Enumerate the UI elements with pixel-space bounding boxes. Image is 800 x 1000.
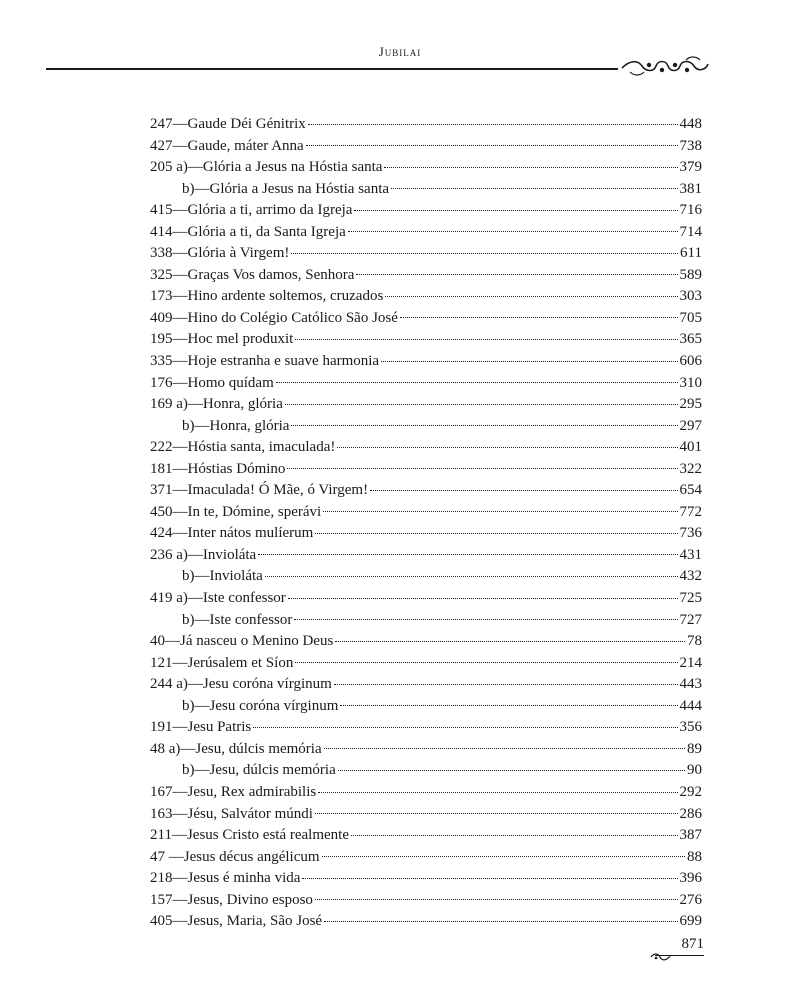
index-entry [150, 480, 702, 502]
dot-leader [384, 167, 677, 168]
dot-leader [370, 490, 677, 491]
index-entry [150, 890, 702, 912]
entry-title: 167—Jesu, Rex admirabilis [150, 783, 317, 800]
index-entry [150, 868, 702, 890]
dot-leader [385, 296, 677, 297]
entry-page-number: 88 [687, 848, 702, 865]
entry-page-number: 738 [679, 137, 702, 154]
index-entry [150, 545, 702, 567]
dot-leader [276, 382, 678, 383]
entry-title: 419 a)—Iste confessor [150, 590, 286, 607]
entry-title: 405—Jesus, Maria, São José [150, 913, 323, 930]
footer-flourish-icon [650, 952, 672, 962]
dot-leader [285, 404, 678, 405]
entry-page-number: 736 [679, 525, 702, 542]
entry-page-number: 310 [679, 374, 702, 391]
entry-title: 191—Jesu Patris [150, 719, 252, 736]
index-entry [150, 286, 702, 308]
entry-title: 450—In te, Dómine, sperávi [150, 503, 322, 520]
dot-leader [315, 813, 678, 814]
index-entry [150, 373, 702, 395]
dot-leader [306, 145, 678, 146]
entry-page-number: 381 [679, 180, 702, 197]
header-rule [46, 68, 618, 70]
index-entry [150, 222, 702, 244]
entry-title: 414—Glória a ti, da Santa Igreja [150, 223, 346, 240]
index-entry [150, 911, 702, 933]
entry-title: b)—Invioláta [182, 568, 263, 585]
index-entry [150, 416, 702, 438]
index-entry [150, 437, 702, 459]
entry-title: b)—Jesu, dúlcis memória [182, 762, 336, 779]
index-entry [150, 588, 702, 610]
entry-title: 338—Glória à Virgem! [150, 245, 290, 262]
entry-page-number: 356 [679, 719, 702, 736]
dot-leader [315, 899, 678, 900]
entry-title: 236 a)—Invioláta [150, 546, 257, 563]
dot-leader [291, 425, 677, 426]
entry-title: b)—Honra, glória [182, 417, 290, 434]
index-entry [150, 243, 702, 265]
entry-title: 176—Homo quídam [150, 374, 274, 391]
dot-leader [322, 856, 685, 857]
index-entry [150, 631, 702, 653]
entry-title: 48 a)—Jesu, dúlcis memória [150, 740, 322, 757]
index-entry [150, 394, 702, 416]
dot-leader [324, 921, 677, 922]
entry-title: 47 —Jesus décus angélicum [150, 848, 320, 865]
index-entry [150, 502, 702, 524]
page-number: 871 [681, 936, 704, 952]
entry-page-number: 725 [679, 590, 702, 607]
entry-title: 218—Jesus é minha vida [150, 870, 301, 887]
entry-title: b)—Iste confessor [182, 611, 293, 628]
entry-page-number: 276 [679, 891, 702, 908]
entry-page-number: 90 [687, 762, 702, 779]
index-entry [150, 265, 702, 287]
entry-page-number: 295 [679, 396, 702, 413]
entry-title: 195—Hoc mel produxit [150, 331, 294, 348]
entry-title: 222—Hóstia santa, imaculada! [150, 439, 336, 456]
dot-leader [315, 533, 677, 534]
entry-page-number: 772 [679, 503, 702, 520]
entry-page-number: 654 [679, 482, 702, 499]
dot-leader [356, 274, 677, 275]
entry-page-number: 387 [679, 827, 702, 844]
entry-page-number: 589 [679, 266, 702, 283]
running-title: Jubilai [378, 44, 422, 59]
index-entry [150, 760, 702, 782]
entry-page-number: 297 [679, 417, 702, 434]
entry-title: 173—Hino ardente soltemos, cruzados [150, 288, 384, 305]
entry-page-number: 286 [679, 805, 702, 822]
index-entry [150, 653, 702, 675]
index-entry [150, 179, 702, 201]
dot-leader [265, 576, 678, 577]
entry-page-number: 396 [679, 870, 702, 887]
entry-page-number: 322 [679, 460, 702, 477]
entry-page-number: 448 [679, 116, 702, 132]
index-entry [150, 804, 702, 826]
dot-leader [335, 641, 685, 642]
entry-title: b)—Glória a Jesus na Hóstia santa [182, 180, 390, 197]
entry-title: 211—Jesus Cristo está realmente [150, 827, 349, 844]
index-list [150, 114, 702, 933]
index-entry [150, 739, 702, 761]
entry-title: 121—Jerúsalem et Síon [150, 654, 294, 671]
entry-page-number: 214 [679, 654, 702, 671]
entry-page-number: 705 [679, 309, 702, 326]
dot-leader [302, 878, 677, 879]
dot-leader [295, 662, 677, 663]
dot-leader [348, 231, 678, 232]
entry-title: 325—Graças Vos damos, Senhora [150, 266, 355, 283]
dot-leader [318, 792, 677, 793]
dot-leader [308, 124, 678, 125]
dot-leader [337, 447, 677, 448]
entry-page-number: 303 [679, 288, 702, 305]
entry-page-number: 443 [679, 676, 702, 693]
dot-leader [338, 770, 685, 771]
index-entry [150, 459, 702, 481]
index-entry [150, 114, 702, 136]
dot-leader [400, 317, 678, 318]
entry-title: 409—Hino do Colégio Católico São José [150, 309, 398, 326]
dot-leader [288, 598, 678, 599]
entry-page-number: 365 [679, 331, 702, 348]
index-entry [150, 200, 702, 222]
entry-page-number: 699 [679, 913, 702, 930]
index-entry [150, 136, 702, 158]
dot-leader [258, 554, 677, 555]
entry-title: 427—Gaude, máter Anna [150, 137, 304, 154]
entry-title: 157—Jesus, Divino esposo [150, 891, 313, 908]
entry-page-number: 78 [687, 633, 702, 650]
index-entry [150, 566, 702, 588]
dot-leader [354, 210, 677, 211]
index-entry [150, 157, 702, 179]
dot-leader [351, 835, 678, 836]
entry-title: 415—Glória a ti, arrimo da Igreja [150, 202, 353, 219]
entry-page-number: 89 [687, 740, 702, 757]
entry-title: 335—Hoje estranha e suave harmonia [150, 353, 380, 370]
dot-leader [391, 188, 677, 189]
index-entry [150, 696, 702, 718]
index-entry [150, 847, 702, 869]
index-entry [150, 523, 702, 545]
dot-leader [340, 705, 677, 706]
entry-title: 205 a)—Glória a Jesus na Hóstia santa [150, 159, 383, 176]
dot-leader [253, 727, 677, 728]
entry-title: 40—Já nasceu o Menino Deus [150, 633, 334, 650]
entry-page-number: 379 [679, 159, 702, 176]
entry-title: 169 a)—Honra, glória [150, 396, 283, 413]
entry-page-number: 401 [679, 439, 702, 456]
dot-leader [381, 361, 677, 362]
index-entry [150, 351, 702, 373]
entry-page-number: 714 [679, 223, 702, 240]
flourish-ornament-icon [620, 56, 710, 78]
index-entry [150, 329, 702, 351]
entry-page-number: 292 [679, 783, 702, 800]
dot-leader [323, 511, 677, 512]
dot-leader [334, 684, 678, 685]
index-entry [150, 610, 702, 632]
entry-page-number: 611 [680, 245, 702, 262]
entry-title: 371—Imaculada! Ó Mãe, ó Virgem! [150, 482, 369, 499]
entry-page-number: 431 [679, 546, 702, 563]
index-entry [150, 308, 702, 330]
entry-page-number: 432 [679, 568, 702, 585]
entry-title: 247—Gaude Déi Génitrix [150, 116, 306, 132]
entry-page-number: 727 [679, 611, 702, 628]
entry-title: 181—Hóstias Dómino [150, 460, 286, 477]
index-entry [150, 782, 702, 804]
entry-page-number: 606 [679, 353, 702, 370]
dot-leader [287, 468, 677, 469]
dot-leader [295, 339, 677, 340]
entry-title: 424—Inter nátos mulíerum [150, 525, 314, 542]
entry-title: b)—Jesu coróna vírginum [182, 697, 339, 714]
index-entry [150, 674, 702, 696]
entry-page-number: 716 [679, 202, 702, 219]
index-entry [150, 825, 702, 847]
entry-title: 244 a)—Jesu coróna vírginum [150, 676, 332, 693]
dot-leader [294, 619, 677, 620]
index-entry [150, 717, 702, 739]
dot-leader [324, 748, 685, 749]
dot-leader [291, 253, 678, 254]
entry-title: 163—Jésu, Salvátor múndi [150, 805, 313, 822]
entry-page-number: 444 [679, 697, 702, 714]
